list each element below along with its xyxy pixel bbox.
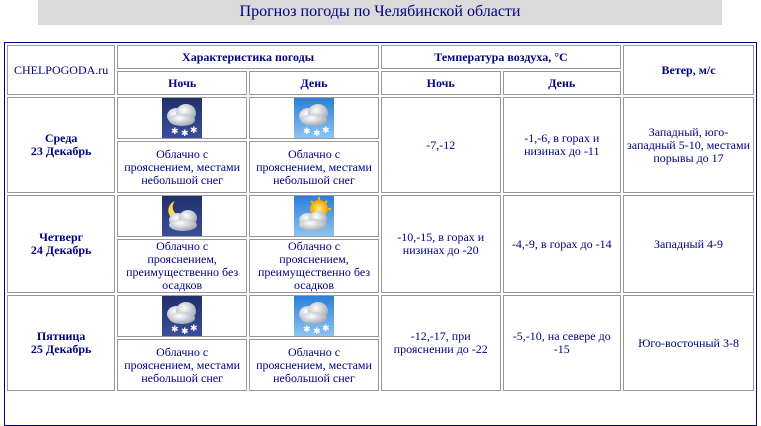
svg-text:✱: ✱ [322,323,330,333]
sun-cloud-icon [294,196,334,236]
temp-day: -4,-9, в горах до -14 [503,195,622,293]
day-label [7,295,115,391]
night-icon-cell [117,97,247,139]
date: 23 Декабрь [30,144,92,158]
forecast-table [4,42,757,426]
night-cloud-snow-icon [162,98,202,138]
temperature-night-header: Ночь [381,71,501,95]
svg-text:✱: ✱ [190,125,198,135]
temp-day: -5,-10, на севере до -15 [503,295,622,391]
svg-text:✱: ✱ [303,126,311,136]
moon-cloud-icon [162,196,202,236]
characteristic-day-header: День [249,71,379,95]
temp-night: -10,-15, в горах и низинах до -20 [381,195,501,293]
day-cloud-snow-icon [294,296,334,336]
svg-text:✱: ✱ [313,128,321,138]
day-label [7,195,115,293]
night-icon-cell [117,295,247,337]
wind-value: Западный, юго-западный 5-10, местами порывы до 17 [623,97,754,193]
wind-header: Ветер, м/с [623,45,754,95]
day-description: Облачно с прояснением, местами небольшой снег [249,339,379,391]
characteristic-night-header: Ночь [117,71,247,95]
day-icon-cell [249,195,379,237]
weekday: Четверг [39,230,84,244]
temperature-day-header: День [503,71,622,95]
svg-text:✱: ✱ [181,128,189,138]
day-icon-cell [249,295,379,337]
date: 24 Декабрь [30,243,92,257]
day-description: Облачно с прояснением, местами небольшой снег [249,141,379,193]
svg-text:✱: ✱ [171,126,179,136]
night-description: Облачно с прояснением, местами небольшой снег [117,141,247,193]
day-description: Облачно с прояснением, преимущественно без осадков [249,239,379,293]
temperature-header: Температура воздуха, °C [381,45,621,69]
day-cloud-snow-icon [294,98,334,138]
day-label [7,97,115,193]
svg-text:✱: ✱ [313,326,321,336]
weekday: Среда [44,131,78,145]
temp-night: -12,-17, при прояснении до -22 [381,295,501,391]
characteristic-header: Характеристика погоды [117,45,379,69]
night-description: Облачно с прояснением, преимущественно без осадков [117,239,247,293]
svg-text:✱: ✱ [181,326,189,336]
svg-text:✱: ✱ [171,324,179,334]
site-name: CHELPOGODA.ru [7,45,115,95]
night-cloud-snow-icon [162,296,202,336]
night-icon-cell [117,195,247,237]
night-description: Облачно с прояснением, местами небольшой снег [117,339,247,391]
temp-night: -7,-12 [381,97,501,193]
day-icon-cell [249,97,379,139]
page-title: Прогноз погоды по Челябинской области [38,0,722,25]
weekday: Пятница [36,329,86,343]
svg-text:✱: ✱ [190,323,198,333]
temp-day: -1,-6, в горах и низинах до -11 [503,97,622,193]
wind-value: Юго-восточный 3-8 [623,295,754,391]
svg-text:✱: ✱ [303,324,311,334]
svg-text:✱: ✱ [322,125,330,135]
date: 25 Декабрь [30,342,92,356]
wind-value: Западный 4-9 [623,195,754,293]
